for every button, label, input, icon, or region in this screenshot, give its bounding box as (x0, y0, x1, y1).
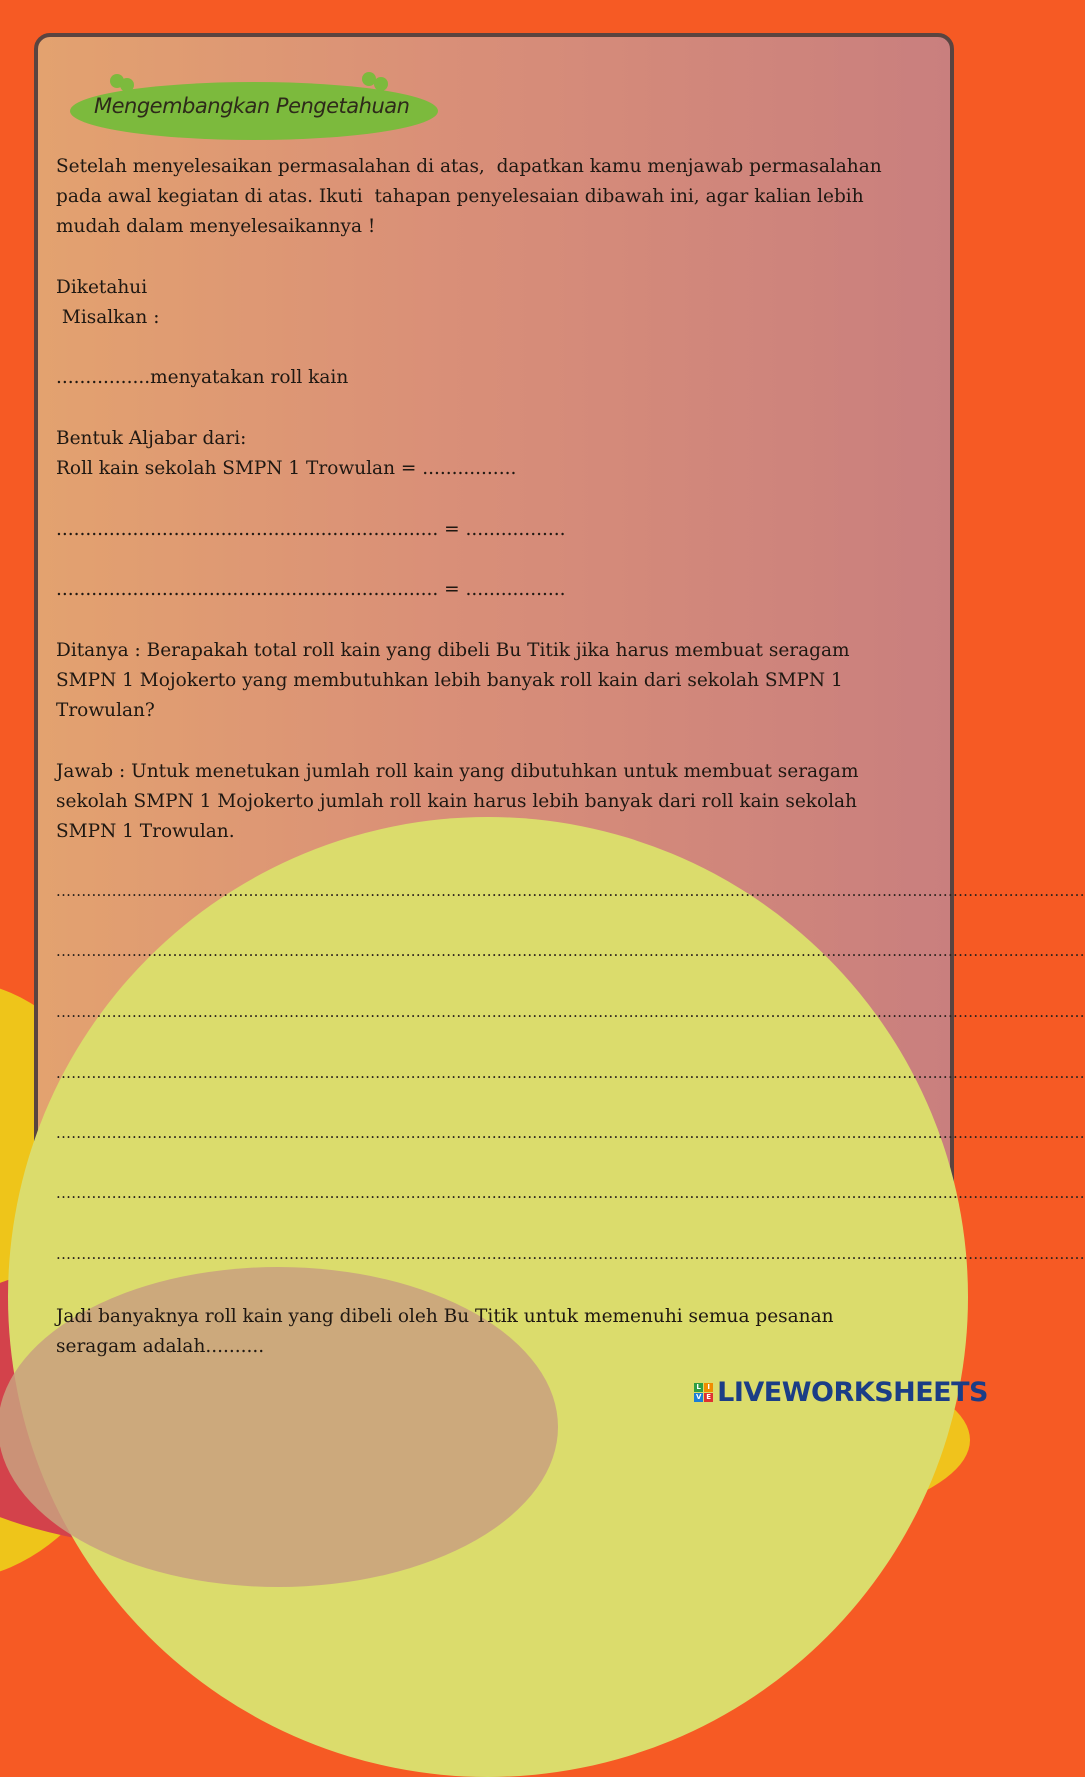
intro-line: pada awal kegiatan di atas. Ikuti tahapan penyelesaian dibawah ini, agar kalian lebih (56, 186, 864, 207)
banner-leaf-icon (374, 77, 388, 91)
answer-input-line[interactable]: ........................................................................................................................................................................................................... (56, 942, 1085, 960)
liveworksheets-icon: L I V E (694, 1383, 713, 1402)
answer-input-line[interactable]: ........................................................................................................................................................................................................... (56, 1124, 1085, 1142)
answer-line: sekolah SMPN 1 Mojokerto jumlah roll kain harus lebih banyak dari roll kain sekolah (56, 791, 857, 812)
algebra-label: Bentuk Aljabar dari: (56, 428, 247, 449)
section-banner (70, 72, 438, 146)
algebra-answer-field-3[interactable]: ................................................................. = ................. (56, 579, 566, 600)
algebra-answer-field-1[interactable]: Roll kain sekolah SMPN 1 Trowulan = ................ (56, 458, 517, 479)
question-line: Trowulan? (56, 700, 155, 721)
banner-leaf-icon (120, 78, 134, 92)
algebra-answer-field-2[interactable]: ................................................................. = ................. (56, 519, 566, 540)
intro-line: mudah dalam menyelesaikannya ! (56, 216, 376, 237)
brand-name: LIVEWORKSHEETS (717, 1376, 988, 1408)
answer-input-line[interactable]: ........................................................................................................................................................................................................... (56, 1184, 1085, 1202)
liveworksheets-logo[interactable] (694, 1374, 988, 1410)
question-line: SMPN 1 Mojokerto yang membutuhkan lebih banyak roll kain dari sekolah SMPN 1 (56, 670, 843, 691)
answer-input-line[interactable]: ........................................................................................................................................................................................................... (56, 1064, 1085, 1082)
answer-input-line[interactable]: ........................................................................................................................................................................................................... (56, 882, 1085, 900)
known-label: Diketahui (56, 277, 148, 298)
conclusion-answer-field[interactable]: seragam adalah.......... (56, 1336, 265, 1357)
answer-line: Jawab : Untuk menetukan jumlah roll kain yang dibutuhkan untuk membuat seragam (56, 761, 859, 782)
answer-input-line[interactable]: ........................................................................................................................................................................................................... (56, 1003, 1085, 1021)
answer-line: SMPN 1 Trowulan. (56, 821, 235, 842)
variable-answer-field[interactable]: ................menyatakan roll kain (56, 367, 349, 388)
question-line: Ditanya : Berapakah total roll kain yang dibeli Bu Titik jika harus membuat seragam (56, 640, 850, 661)
conclusion-line: Jadi banyaknya roll kain yang dibeli oleh Bu Titik untuk memenuhi semua pesanan (56, 1306, 834, 1327)
let-label: Misalkan : (56, 307, 160, 328)
answer-input-line[interactable]: ........................................................................................................................................................................................................... (56, 1245, 1085, 1263)
intro-line: Setelah menyelesaikan permasalahan di atas, dapatkan kamu menjawab permasalahan (56, 156, 882, 177)
section-title: Mengembangkan Pengetahuan (94, 94, 410, 118)
